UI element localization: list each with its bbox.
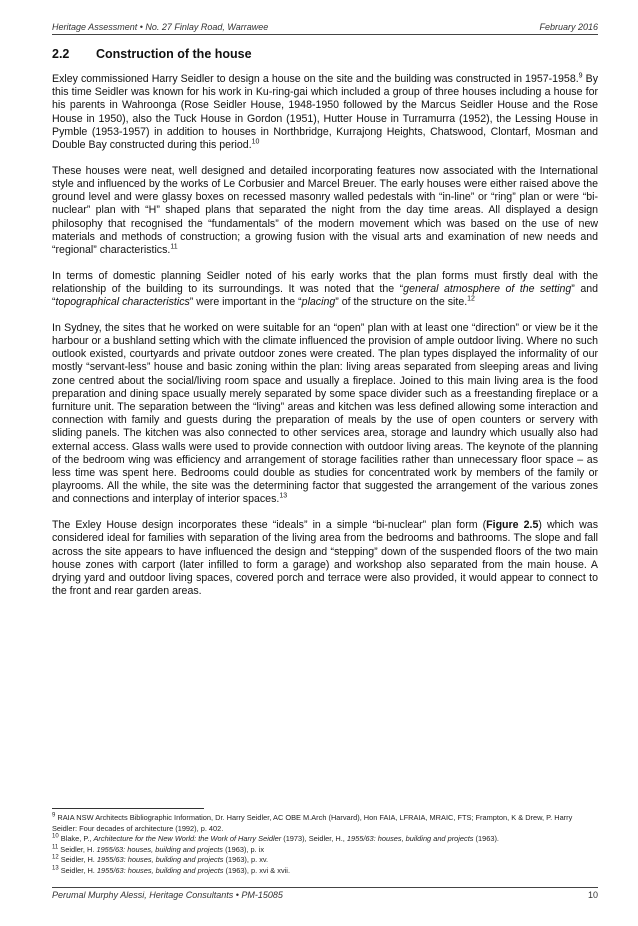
running-footer xyxy=(52,887,598,900)
footnote-ref-11: 11 xyxy=(170,243,178,251)
footnote-title: 1955/63: houses, building and projects xyxy=(96,844,224,854)
p2-text: These houses were neat, well designed and detailed incorporating features now associated with the International style and influenced by the works of Le Corbusier and Marcel Breuer. The early houses were either raised above the ground level and were glassy boxes on recessed masonry walled pedestals with “in-line” or “ring” plan or were “bi-nuclear” plan with “H” shaped plans that separated the night from the day time areas. All displayed a design philosophy that recognised the “fundamentals” of the modern movement which was based on the use of new materials and methods of construction; a growing fusion with the visual arts and examination of new needs and “regional” characteristics. xyxy=(52,164,598,256)
p3-quote-1: general atmosphere of the setting xyxy=(403,282,572,295)
footnote-number: 10 xyxy=(52,833,59,840)
footnote-text: Blake, P., xyxy=(60,834,94,844)
footnote-text: (1963). xyxy=(473,834,499,844)
footnote-text: (1963), p. xvi & xvii. xyxy=(223,865,291,875)
footnote-title: 1955/63: houses, building and projects xyxy=(96,855,224,865)
p5-text-b: ) which was considered ideal for families with separation of the living area from the bedrooms and bathrooms. The slope and fall across the site appears to have influenced the design and “stepping” down of the suspended floors of the two main house zones with carport (later infilled to form a garage) and workshop also separated from the main house. A drying yard and outdoor living spaces, covered porch and terrace were also provided, it would appear to connect to the front and rear garden areas. xyxy=(52,519,598,598)
footnote-ref-9: 9 xyxy=(578,72,583,80)
p3-text-a: In terms of domestic planning Seidler noted of his early works that the plan forms must firstly deal with the relationship of the building to its surroundings. It was noted that the “ xyxy=(52,269,598,295)
running-header xyxy=(52,22,598,35)
header-title: Heritage Assessment • No. 27 Finlay Road, Warrawee xyxy=(52,22,269,32)
footnote-number: 13 xyxy=(52,865,59,872)
p3-quote-2: topographical characteristics xyxy=(55,296,190,309)
footnote-10 xyxy=(52,834,598,845)
section-title: Construction of the house xyxy=(96,47,252,61)
footnote-12 xyxy=(52,855,598,866)
footnote-text: (1963), p. xv. xyxy=(223,855,269,865)
footnotes xyxy=(52,808,598,877)
figure-reference: Figure 2.5 xyxy=(486,519,539,532)
footnote-number: 9 xyxy=(52,812,56,819)
p3-text-d: ” of the structure on the site. xyxy=(335,296,468,309)
footer-consultant: Perumal Murphy Alessi, Heritage Consultants • PM-15085 xyxy=(52,890,283,900)
paragraph-4 xyxy=(52,322,598,507)
section-heading xyxy=(52,47,598,61)
p3-quote-3: placing xyxy=(301,296,336,309)
footnote-ref-12: 12 xyxy=(467,295,475,303)
footnote-13 xyxy=(52,866,598,877)
document-page xyxy=(52,22,598,912)
p3-text-c: ” were important in the “ xyxy=(189,296,302,309)
footnote-text: Seidler, H. xyxy=(60,855,97,865)
footnote-number: 12 xyxy=(52,854,59,861)
footnote-number: 11 xyxy=(52,844,59,851)
footnote-title: Architecture for the New World: the Work of Harry Seidler xyxy=(93,834,282,844)
footnote-text: Seidler, H. xyxy=(60,865,97,875)
paragraph-3 xyxy=(52,270,598,310)
page-number: 10 xyxy=(587,890,598,900)
p3-text-b: ” and “ xyxy=(52,282,598,309)
footnote-text: RAIA NSW Architects Bibliographic Information, Dr. Harry Seidler, AC OBE M.Arch (Harvard), Hon FAIA, LFRAIA, MRAIC, FTS; Frampton, K & Drew, P. Harry Seidler: Four decades of architecture (1992), p. 402. xyxy=(52,813,573,833)
footnote-text: (1973), Seidler, H., xyxy=(281,834,347,844)
footnote-title: 1955/63: houses, building and projects xyxy=(346,834,474,844)
p1-text-a: Exley commissioned Harry Seidler to design a house on the site and the building was constructed in 1957-1958. xyxy=(52,73,579,85)
footnote-9 xyxy=(52,813,598,834)
p5-text-a: The Exley House design incorporates these “ideals” in a simple “bi-nuclear” plan form ( xyxy=(52,519,487,532)
footnote-title: 1955/63: houses, building and projects xyxy=(96,865,224,875)
footnote-ref-13: 13 xyxy=(279,492,288,500)
footnote-text: Seidler, H. xyxy=(60,844,97,854)
body-text xyxy=(52,73,598,598)
paragraph-5 xyxy=(52,519,598,598)
footnote-text: (1963), p. ix xyxy=(223,844,265,854)
header-date: February 2016 xyxy=(539,22,598,32)
footnote-ref-10: 10 xyxy=(251,138,260,146)
footnote-11 xyxy=(52,845,598,856)
footnote-divider xyxy=(52,808,204,809)
section-number: 2.2 xyxy=(52,47,70,61)
p4-text: In Sydney, the sites that he worked on were suitable for an “open” plan with at least one “direction” or view be it the harbour or a bushland setting which with the climate influenced the provision of ample outdoor living. Where no such outlook existed, courtyards and private outdoor zones were created. The plan types displayed the informality of our mostly “servant-less” house and basic zoning within the plan: living areas separated from sleeping areas and living zone centred about the social/living room space and usually a fireplace. Joined to this main living area is the food preparation and dining space usually merely separated by some space divider such as a freestanding fireplace or a furniture unit. The separation between the “living” areas and kitchen was less defined allowing some interaction and connection with family and guests during the preparation of meals by the use of open counters or servery with sliding panels. The kitchen was also connected to other services area, storage and laundry which usually also had external access. Glass walls were used to provide connection with outdoor living areas. The keynote of the planning of the bedroom wing was efficiency and arrangement of storage facilities rather than unnecessary floor space – as less time was spent here. Bedrooms could double as studies for concentrated work by members of the family or playrooms. All the while, the site was the determining factor that suggested the arrangement of the various zones and connections and interplay of interior spaces. xyxy=(52,321,598,506)
paragraph-1 xyxy=(52,73,598,152)
p1-text-b: By this time Seidler was known for his work in Ku-ring-gai which included a group of three houses including a house for his parents in Wahroonga (Rose Seidler House, 1948-1950 followed by the Marcus Seidler House and the Rose House in 1950), also the Tuck House in Gordon (1951), Hutter House in Turramurra (1952), the Lessing House in Pymble (1953-1957) in addition to houses in Northbridge, Kurrajong Heights, Chatswood, Clontarf, Mosman and Double Bay constructed during this period. xyxy=(52,73,598,152)
paragraph-2 xyxy=(52,165,598,257)
